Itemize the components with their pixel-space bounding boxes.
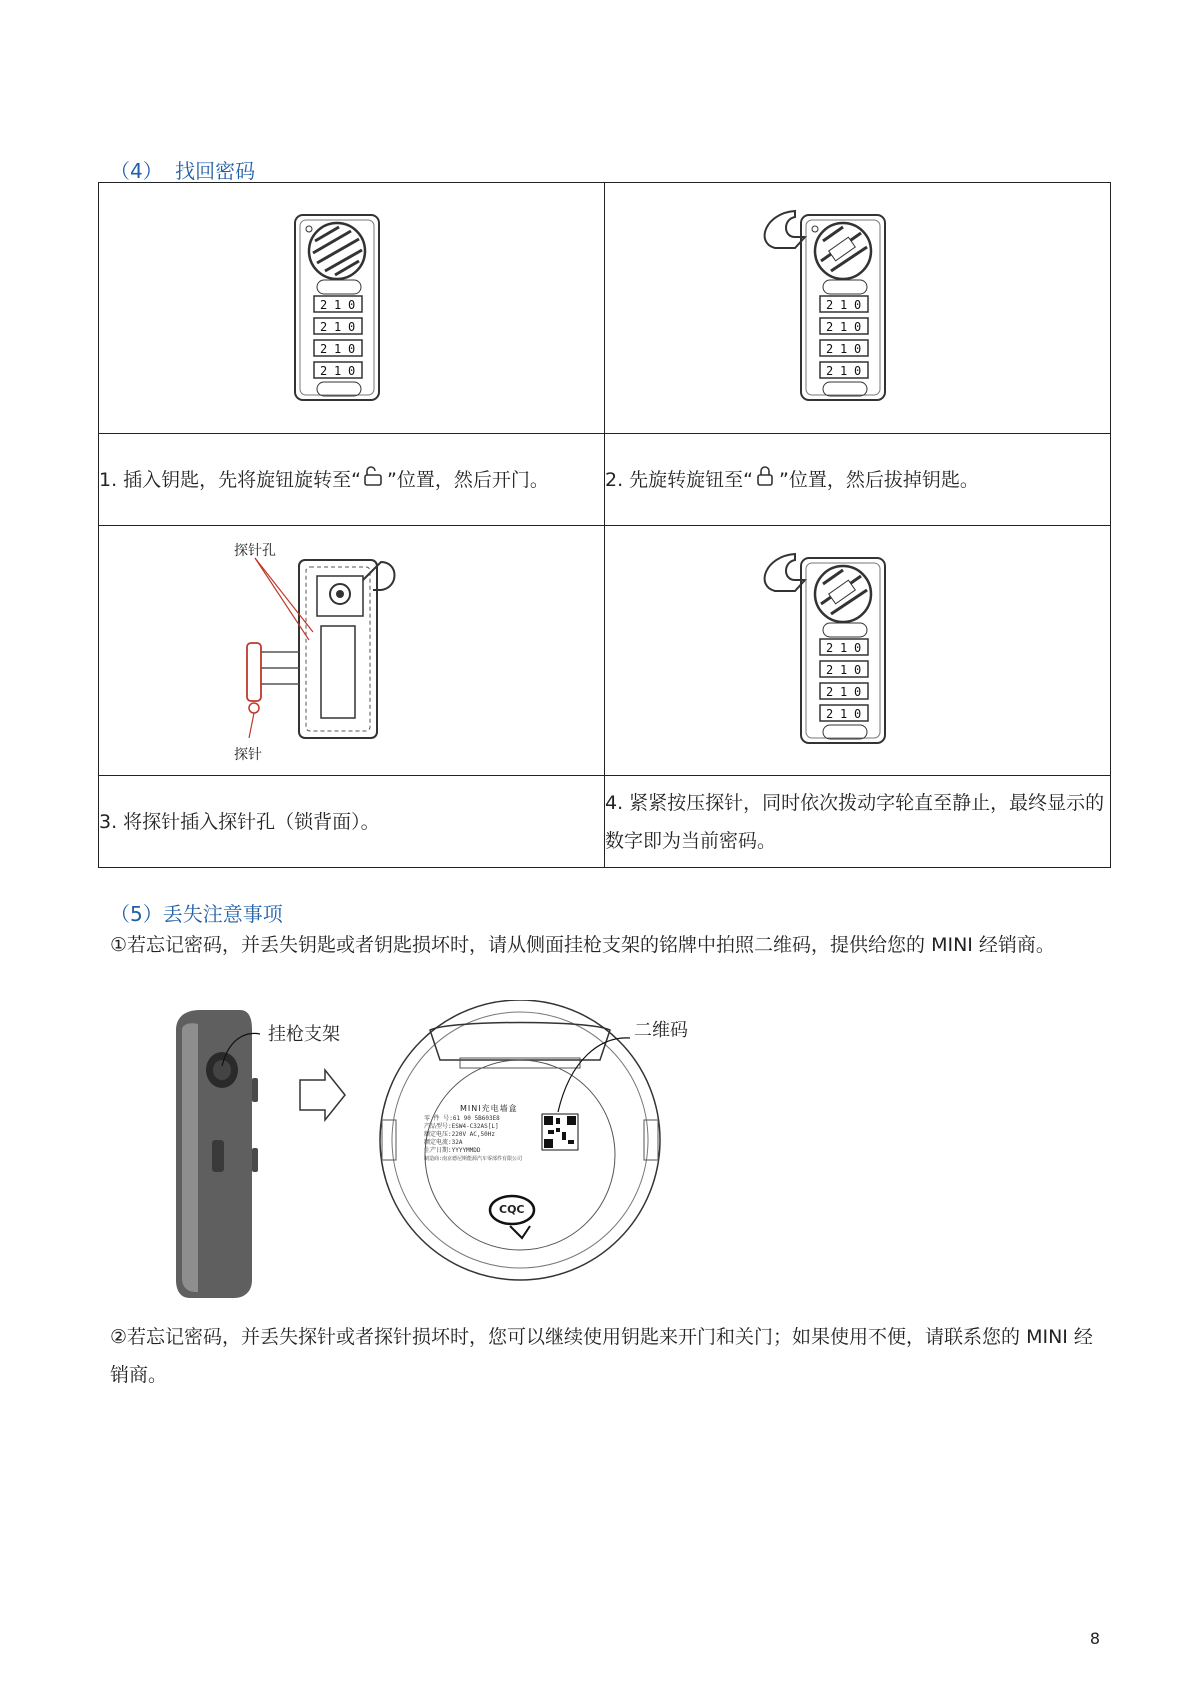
dial-digit: 2 — [826, 685, 834, 699]
section5-paragraph-2: ②若忘记密码，并丢失探针或者探针损坏时，您可以继续使用钥匙来开门和关门；如果使用不便，请联系您的 MINI 经销商。 — [110, 1326, 1093, 1386]
lock-key-turned-illustration — [605, 183, 1110, 429]
dial-digit: 2 — [320, 320, 328, 334]
holster-label: 挂枪支架 — [268, 1024, 340, 1045]
dial-digit: 0 — [854, 364, 862, 378]
nameplate-line: 制造商:南京德尼斯能源汽车零部件有限公司 — [424, 1156, 523, 1162]
dial-digit: 0 — [348, 298, 356, 312]
lock-back-illustration — [99, 528, 604, 773]
step1-caption: 1. 插入钥匙，先将旋钮旋转至“ ”位置，然后开门。 — [99, 434, 605, 526]
dial-digit: 0 — [854, 663, 862, 677]
dial-digit: 2 — [826, 707, 834, 721]
dial-digit: 2 — [826, 364, 834, 378]
dial-digit: 1 — [840, 298, 848, 312]
step3-caption: 3. 将探针插入探针孔（锁背面）。 — [99, 776, 605, 868]
dial-digit: 1 — [334, 342, 342, 356]
dial-digit: 1 — [840, 663, 848, 677]
nameplate-line: 额定电压:220V AC,50Hz — [424, 1131, 495, 1138]
section4-heading-number: （4） — [110, 159, 163, 183]
cqc-logo: CQC — [499, 1203, 525, 1216]
lock-reading-illustration — [605, 526, 1110, 771]
nameplate-lines — [424, 1115, 544, 1163]
dial-digit: 2 — [320, 298, 328, 312]
step3-image-cell — [99, 526, 605, 776]
dial-digit: 1 — [840, 707, 848, 721]
section5-paragraph-1: ①若忘记密码，并丢失钥匙或者钥匙损坏时，请从侧面挂枪支架的铭牌中拍照二维码，提供给您的 MINI 经销商。 — [110, 934, 1055, 956]
dial-digit: 0 — [854, 298, 862, 312]
dial-digit: 1 — [334, 320, 342, 334]
dial-digit: 0 — [854, 707, 862, 721]
dial-digit: 2 — [826, 320, 834, 334]
dial-digit: 1 — [840, 320, 848, 334]
step4-image-cell — [605, 526, 1111, 776]
nameplate-line: 产品型号:ESW4-C32AS[L] — [424, 1123, 499, 1130]
unlocked-padlock-icon — [361, 469, 387, 491]
dial-digit: 1 — [840, 641, 848, 655]
dial-digit: 0 — [854, 320, 862, 334]
dial-digit: 2 — [826, 298, 834, 312]
dial-digit: 0 — [348, 364, 356, 378]
section5-heading: （5）丢失注意事项 — [110, 902, 283, 926]
nameplate-line: 生产日期:YYYYMMDD — [424, 1147, 481, 1154]
procedure-table — [98, 182, 1111, 868]
dial-digit: 1 — [334, 298, 342, 312]
nameplate-line: 零 件 号:61 90 5B603E8 — [424, 1115, 500, 1122]
dial-digit: 2 — [826, 641, 834, 655]
probe-hole-label: 探针孔 — [234, 543, 276, 559]
qr-code-label: 二维码 — [634, 1020, 688, 1041]
section4-heading-text: 找回密码 — [175, 159, 256, 183]
dial-digit: 0 — [854, 685, 862, 699]
dial-digit: 2 — [320, 342, 328, 356]
dial-digit: 1 — [840, 342, 848, 356]
dial-digit: 0 — [854, 342, 862, 356]
step2-image-cell — [605, 183, 1111, 434]
dial-digit: 2 — [826, 342, 834, 356]
dial-digit: 2 — [320, 364, 328, 378]
dial-digit: 1 — [840, 685, 848, 699]
locked-padlock-icon — [753, 469, 779, 491]
dial-digit: 0 — [348, 320, 356, 334]
dial-digit: 0 — [854, 641, 862, 655]
step1-image-cell — [99, 183, 605, 434]
dial-digit: 1 — [334, 364, 342, 378]
lock-front-illustration — [99, 183, 604, 429]
step2-caption: 2. 先旋转旋钮至“ ”位置，然后拔掉钥匙。 — [605, 434, 1111, 526]
step4-caption: 4. 紧紧按压探针，同时依次拨动字轮直至静止，最终显示的数字即为当前密码。 — [605, 776, 1111, 868]
dial-digit: 1 — [840, 364, 848, 378]
probe-label: 探针 — [234, 747, 262, 763]
section4-heading — [110, 155, 255, 184]
nameplate-title: MINI充电墙盒 — [460, 1104, 518, 1113]
page-number: 8 — [1089, 1629, 1100, 1648]
qr-code — [542, 1114, 578, 1150]
charger-illustration — [160, 1000, 1060, 1300]
nameplate-line: 额定电流:32A — [424, 1139, 463, 1146]
dial-digit: 2 — [826, 663, 834, 677]
dial-digit: 0 — [348, 342, 356, 356]
